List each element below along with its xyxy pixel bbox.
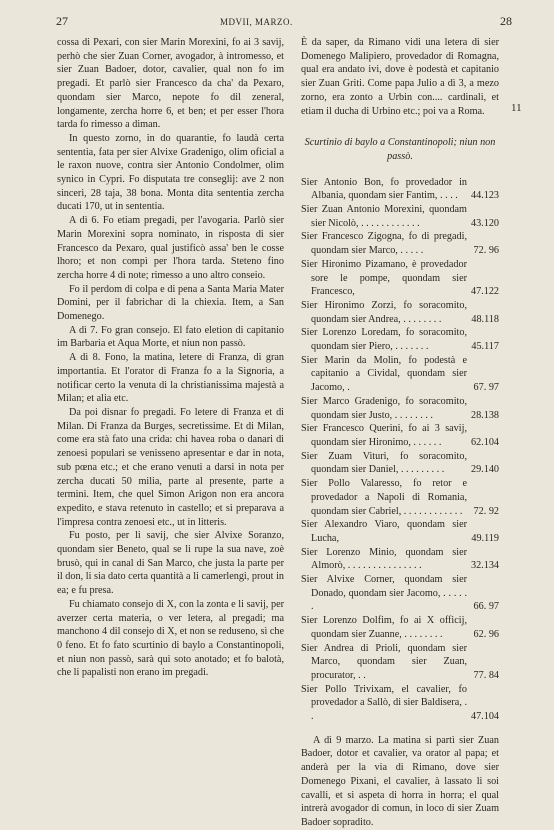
vote-count: 47.104: [470, 711, 499, 723]
candidate-name: Sier Lorenzo Minio, quondam sier Almorò, . . . . . . . . . . . . . . .: [301, 546, 467, 572]
vote-count: 62. 96: [473, 628, 499, 640]
vote-count: 45.117: [471, 341, 499, 353]
paragraph: A dì 7. Fo gran consejo. El fato eletion di capitanio im Barbaria et Aqua Morte, et niun non passò.: [57, 324, 284, 350]
vote-count: 62.104: [470, 436, 499, 448]
vote-count: 28.138: [470, 409, 499, 421]
paragraph: Fu posto, per li savij, che sier Alvixe Soranzo, quondam sier Beneto, qual se li rupe la sua nave, zoè brusò, qui in canal di San Marco, che justa la parte per il don, li sia dato certa quantità a li camerlengi, prout in ea; e fu presa.: [57, 530, 284, 597]
ballot-row: [301, 395, 499, 422]
margin-number: 11: [511, 102, 522, 114]
vote-count: 66. 97: [473, 601, 499, 613]
candidate-name: Sier Andrea di Prioli, quondam sier Marco, quondam sier Zuan, procurator, . .: [301, 642, 467, 681]
vote-count: 44.123: [470, 190, 499, 202]
candidate-name: Sier Lorenzo Dolfim, fo ai X officij, quondam sier Zuanne, . . . . . . . .: [301, 615, 467, 640]
vote-count: 77. 84: [473, 669, 499, 681]
ballot-row: [301, 258, 499, 299]
ballot-row: [301, 450, 499, 477]
candidate-name: Sier Zuan Antonio Morexini, quondam sier Nicolò, . . . . . . . . . . . .: [301, 204, 467, 229]
left-column: [57, 36, 284, 680]
left-page-number: 27: [56, 14, 68, 28]
ballot-row: [301, 354, 499, 395]
candidate-name: Sier Pollo Valaresso, fo retor e provedador a Napoli di Romania, quondam sier Cabriel, . . . . . . . . . . . .: [301, 478, 467, 517]
vote-count: 72. 92: [473, 505, 499, 517]
section-title: Scurtinio di baylo a Constantinopoli; niun non passò.: [304, 137, 496, 162]
ballot-row: [301, 683, 499, 724]
paragraph: A dì 8. Fono, la matina, letere di Franza, di gran importantia. Et l'orator di Franza fo a la Signoria, a notificar certo la venuta di la christianissima majestà a Milan; et alia etc.: [57, 352, 284, 405]
ballot-row: [301, 230, 499, 257]
paragraph: In questo zorno, in do quarantie, fo laudà certa sententia, fata per sier Alvixe Gradenigo, olim oficial a le raxon nuove, contra sier Antonio Condolmer, olim synico in Cypri. Fo disputata tre conseglij: ave 2 non sinceri, 28 taja, 38 bona. Monta dita sententia zercha ducati 170, ut in sententia.: [57, 132, 284, 213]
candidate-name: Sier Marco Gradenigo, fo soracomito, quondam sier Justo, . . . . . . . .: [301, 395, 467, 421]
candidate-name: Sier Antonio Bon, fo provedador in Albania, quondam sier Fantim, . . . .: [301, 176, 467, 202]
candidate-name: Sier Alexandro Viaro, quondam sier Lucha,: [301, 519, 467, 544]
vote-count: 43.120: [470, 217, 499, 229]
ballot-row: [301, 614, 499, 641]
candidate-name: Sier Zuam Vituri, fo soracomito, quondam sier Daniel, . . . . . . . . .: [301, 450, 467, 476]
ballot-row: [301, 203, 499, 230]
vote-count: 32.134: [470, 560, 499, 572]
vote-count: 49.119: [471, 532, 499, 544]
ballot-row: [301, 176, 499, 203]
ballot-list: [301, 176, 499, 724]
ballot-row: [301, 299, 499, 326]
right-column: [301, 36, 499, 830]
ballot-row: [301, 477, 499, 518]
paragraph: Fu chiamato consejo di X, con la zonta e li savij, per averzer certa materia, o ver letera, al pregadi; ma manchono 4 dil consejo di X, et non se reduseno, sì che 0 feno. Et fo fato scurtinio di baylo a Constantinopoli, et niun non passò, sarà qui soto anotado; et fo balotà, che li papalisti non erano im pregadi.: [57, 598, 284, 679]
candidate-name: Sier Alvixe Corner, quondam sier Donado, quondam sier Jacomo, . . . . . .: [301, 574, 467, 613]
paragraph: È da saper, da Rimano vidi una letera di sier Domenego Malipiero, provedador di Romagna, qual era andato ivi, dove è podestà et capitanio sier Zuan Griti. Come papa Julio a dì 3, a mezo zorno, era zonto a Urbin con.... cardinali, et etiam il ducha di Urbino etc.; poi va a Roma.: [301, 37, 499, 117]
paragraph: Fo il perdom di colpa e di pena a Santa Maria Mater Domini, per il fabrichar di la chiexia. Item, a San Domenego.: [57, 283, 284, 323]
vote-count: 48.118: [471, 313, 499, 325]
ballot-row: [301, 326, 499, 353]
vote-count: 72. 96: [473, 245, 499, 257]
ballot-row: [301, 422, 499, 449]
running-header: MDVII, MARZO.: [220, 17, 293, 27]
paragraph: A dì 6. Fo etiam pregadi, per l'avogaria. Parlò sier Marin Morexini sopra nominato, in risposta di sier Francesco da Pexaro, qual justificò assa' ben le cosse lhoro; et non compì per l'hora tarda. Steteno fino zercha horre 4 di note; rimesso a uno altro conseio.: [57, 215, 284, 281]
paragraph: cossa di Pexari, con sier Marin Morexini, fo ai 3 savij, perhò che sier Zuan Corner, avogador, à intromesso, et sier Zuan Badoer, dotor, cavalier, qual non fo im pregadi. Et parlò sier Francesco da cha' da Pexaro, quondam sier Marco, nepote fo dil zeneral, longamente, zercha horre 6, et ben; et per esser l'hora tarda fo rimesso a diman.: [57, 37, 284, 131]
candidate-name: Sier Francesco Querini, fo ai 3 savij, quondam sier Hironimo, . . . . . .: [301, 423, 467, 448]
candidate-name: Sier Hironimo Pizamano, è provedador sore le pompe, quondam sier Francesco,: [301, 258, 467, 298]
vote-count: 29.140: [470, 464, 499, 476]
candidate-name: Sier Hironimo Zorzi, fo soracomito, quondam sier Andrea, . . . . . . . .: [301, 299, 467, 325]
candidate-name: Sier Marin da Molin, fo podestà e capitanio a Cividal, quondam sier Jacomo, .: [301, 354, 467, 394]
vote-count: 67. 97: [473, 382, 499, 394]
candidate-name: Sier Francesco Zigogna, fo di pregadi, quondam sier Marco, . . . . .: [301, 231, 467, 257]
ballot-row: [301, 642, 499, 683]
candidate-name: Sier Pollo Trivixam, el cavalier, fo provedador a Sallò, di sier Baldisera, . .: [301, 683, 467, 723]
paragraph: A dì 9 marzo. La matina si partì sier Zuan Badoer, dotor et cavalier, va orator al papa; et anderà per la via di Rimano, dove sier Domenego Pixani, el cavalier, à lassato li soi cavalli, et si aspeta di horra in horra; el qual intrerà avogador di comun, in loco di sier Zuam Badoer sopradito.: [301, 734, 499, 828]
right-page-number: 28: [500, 14, 512, 28]
paragraph: Da poi disnar fo pregadi. Fo letere di Franza et di Milan. Di Franza da Burges, secretissime. Et di Milan, come era stà fato una crida: chi havea roba o danari di zenoesi populari se venisseno apresentar e dar in nota, sub pœna etc.; et che erano venuti a darsi in nota per zercha ducati 50 milia, parte al presente, parte a termini. Item, che quel Simon Arigon non era ancora expedito, e stava retenuto in castello; et si preparava a l'impresa contra zenoesi etc., ut in litteris.: [57, 406, 284, 528]
ballot-row: [301, 546, 499, 573]
candidate-name: Sier Lorenzo Loredam, fo soracomito, quondam sier Piero, . . . . . . .: [301, 327, 467, 353]
vote-count: 47.122: [470, 286, 499, 298]
ballot-row: [301, 518, 499, 545]
ballot-row: [301, 573, 499, 614]
